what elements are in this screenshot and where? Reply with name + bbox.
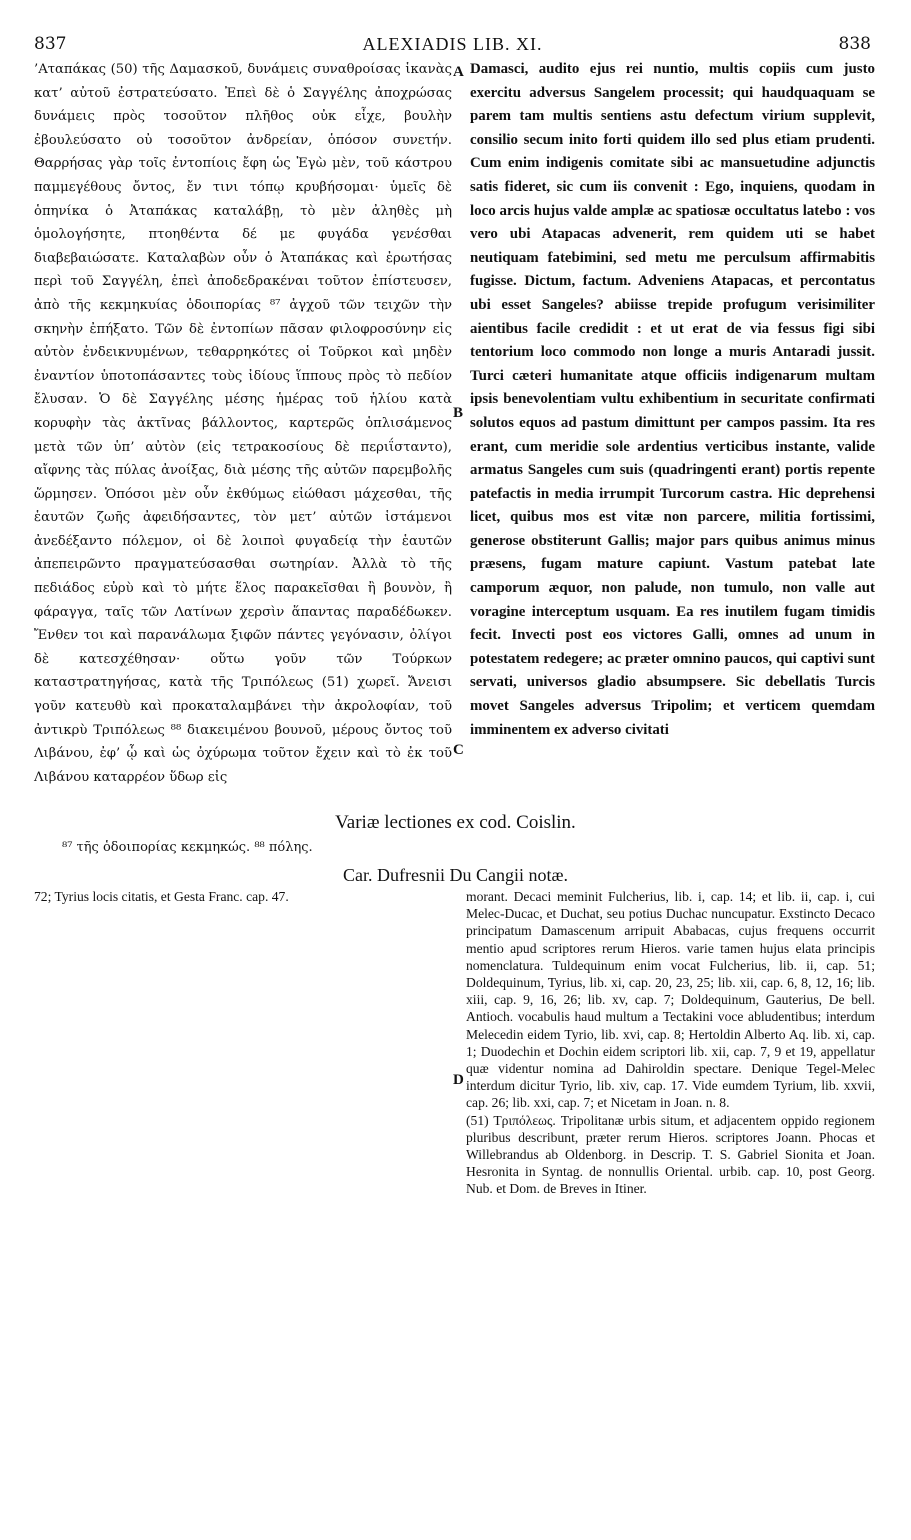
margin-letter-c: C: [453, 742, 464, 758]
notes-right-column: [466, 888, 875, 1198]
page-number-left: 837: [34, 34, 67, 54]
note-paragraph: 72; Tyrius locis citatis, et Gesta Franc. cap. 47.: [34, 889, 289, 904]
running-title: ALEXIADIS LIB. XI.: [362, 34, 543, 54]
note-paragraph: morant. Decaci meminit Fulcherius, lib. i, cap. 14; et lib. ii, cap. i, cui Melec-Ducac, et Duchat, seu potius Duchac nuncupatur. Exstincto Decaco principatum Damascenum arripuit Ababacas, cujus frequens occurrit mentio apud scriptores rerum Hieros. varie tamen hujus elata principis nomenclatura. Tuldequinum enim vocat Fulcherius, lib. ii, cap. 51; Doldequinum, Tyrius, lib. xi, cap. 20, 23, 25; lib. xii, cap. 6, 8, 12, 16; lib. xiii, cap. 9, 16, 26; lib. xv, cap. 7; Doldequinum, Gauterius, De bell. Antioch. vocabulis haud multum a Tectakini voce abludentibus; interdum Melecedin eidem Tyrio, lib. xvi, cap. 8; Hertoldin Alberto Aq. lib. xi, cap. 1; Duodechin et Dochin eidem scriptori lib. xii, cap. 7, 9 et 19, appellatur quæ videntur nomina ad Dahiroldin spectare. Denique Tegel-Melec interdum dicitur Tyrio, lib. xiv, cap. 17. Vide eumdem Tyrium, lib. xxvii, cap. 26; lib. xxi, cap. 7; et Nicetam in Joan. n. 8.: [466, 889, 875, 1111]
latin-column: Damasci, audito ejus rei nuntio, multis copiis cum justo exercitu adversus Sangelem processit; qui haudquaquam se parem tam multis sentiens astu defectum virium supplevit, consilio secum inito forti quidem illo sed plus etiam prudenti. Cum enim indigenis comitate sibi ac mansuetudine adjunctis satis fideret, sic cum iis convenit : Ego, inquiens, quodam in loco arcis hujus valde amplæ ac spatiosæ occultatus latebo : vos vero ubi Atapacas advenerit, rem quidem uti se habet neutiquam fatebimini, sed metu me perculsum affirmabitis fugisse. Dictum, factum. Adveniens Atapacas, et percontatus ubi esset Sangeles? abiisse trepide profugum verisimiliter aientibus facile credidit : et ut erat de via fessus figi sibi tentorium loco commodo non longe a muris Antaradi jussit. Turci cæteri humanitate atque officiis indigenarum multam ipsis benevolentiam vultu exhibentium in securitate confirmati solutos equos ad pastum dimittunt per campos passim. Ita res erant, cum meridie sole ardentius verticibus instante, valide armatus Sangeles cum suis (quadringenti erant) portis repente patefactis in media irrumpit Turcorum castra. Hic deprehensi licet, quibus mos est vitæ non parcere, militia fortissimi, generose obstiterunt Gallis; major pars quibus animus minus præsens, fugam mature capiunt. Vastum patebat late camporum æquor, non palude, non tumulo, non valle aut voragine interceptum usquam. Ea res inutilem fugam timidis fecit. Invecti post eos victores Galli, omnes ad unum in potestatem redegere; ac præter omnino paucos, qui captivi sunt servati, universos gladio absumpsere. Sic debellatis Turcis movet Sangeles adversus Tripolim; et verticem quemdam imminentem ex adverso civitati: [470, 61, 875, 738]
variae-lectiones-note: ⁸⁷ τῆς ὁδοιπορίας κεκμηκώς. ⁸⁸ πόλης.: [62, 840, 313, 855]
note-paragraph: (51) Τριπόλεως. Tripolitanæ urbis situm, et adjacentem oppido regionem pluribus describunt, præter rerum Hieros. scriptores Joann. Phocas et Willebrandus ab Oldenborg. in Descrip. T. S. Gabriel Sionita et Joan. Hesronita in Syntag. de nonnullis Oriental. urbib. cap. 10, post Georg. Nub. et Dom. de Breves in Itiner.: [466, 1112, 875, 1197]
margin-letter-d: D: [453, 1072, 464, 1088]
variae-lectiones-heading: Variæ lectiones ex cod. Coislin.: [335, 812, 576, 833]
margin-letter-a: A: [453, 64, 464, 80]
greek-column: ’Αταπάκας (50) τῆς Δαμασκοῦ, δυνάμεις συναθροίσας ἱκανὰς κατ’ αὐτοῦ ἐστρατεύσατο. Ἐπεὶ δὲ ὁ Σαγγέλης ἀποχρώσας δυνάμεις πρὸς τοσοῦτον πλῆθος οὐκ εἶχε, βουλὴν ἐβουλεύσατο οὐ τοσοῦτον ἀνδρείαν, ὁπόσον συνετήν. Θαρρήσας γὰρ τοῖς ἐντοπίοις ἔφη ὡς Ἐγὼ μὲν, τοῦ κάστρου παμμεγέθους ὄντος, ἔν τινι τόπῳ κρυβήσομαι· ὑμεῖς δὲ ὁπηνίκα ὁ Ἀταπάκας καταλάβῃ, τὸ μὲν ἀληθὲς μὴ ὁμολογήσητε, πτοηθέντα δέ με φυγάδα γενέσθαι διαβεβαιώσατε. Καταλαβὼν οὖν ὁ Ἀταπάκας καὶ ἐρωτήσας περὶ τοῦ Σαγγέλη, ἐπεὶ ἀποδεδρακέναι τοῦτον ἐπίστευσεν, ἀπὸ τῆς κεκμηκυίας ὁδοιπορίας ⁸⁷ ἀγχοῦ τῶν τειχῶν τὴν σκηνὴν ἐπήξατο. Τῶν δὲ ἐντοπίων πᾶσαν φιλοφροσύνην εἰς αὐτὸν ἐνδεικνυμένων, τεθαρρηκότες οἱ Τοῦρκοι καὶ μηδὲν ἐναντίον ὑποτοπάσαντες τοὺς ἰδίους ἵππους πρὸς τὸ πεδίον ἔλυσαν. Ὁ δὲ Σαγγέλης μέσης ἡμέρας τοῦ ἡλίου κατὰ κορυφὴν τὰς ἀκτῖνας βάλλοντος, καρτερῶς ὁπλισάμενος μετὰ τῶν ὑπ’ αὐτὸν (εἰς τετρακοσίους δὲ περιΐσταντο), αἴφνης τὰς πύλας ἀνοίξας, διὰ μέσης τῆς αὐτῶν παρεμβολῆς ὥρμησεν. Ὁπόσοι μὲν οὖν ἐκθύμως εἰώθασι μάχεσθαι, τῆς ἑαυτῶν ζωῆς ἀφειδήσαντες, τὸν μετ’ αὐτῶν ἱστάμενοι ἀνεδέξαντο πόλεμον, οἱ δὲ λοιποὶ φυγαδείᾳ τὴν ἑαυτῶν ἀπεπειρῶντο πραγματεύσασθαι σωτηρίαν. Ἀλλὰ τὸ τῆς πεδιάδος εὐρὺ καὶ τὸ μήτε ἕλος παρακεῖσθαι ἢ βουνὸν, ἢ φάραγγα, ταῖς τῶν Λατίνων χερσὶν ἅπαντας παραδέδωκεν. Ἔνθεν τοι καὶ παρανάλωμα ξιφῶν πάντες γεγόνασιν, ὀλίγοι δὲ κατεσχέθησαν· οὕτω γοῦν τῶν Τούρκων καταστρατηγήσας, κατὰ τῆς Τριπόλεως (51) χωρεῖ. Ἄνεισι γοῦν κατευθὺ καὶ προκαταλαμβάνει τὴν ἀκρολοφίαν, τοῦ ἀντικρὺ Τριπόλεως ⁸⁸ διακειμένου βουνοῦ, μέρους ὄντος τοῦ Λιβάνου, ἐφ’ ᾧ καὶ ὡς ὀχύρωμα τοῦτον ἔχειν καὶ τὸ ἐκ τοῦ Λιβάνου καταρρέον ὕδωρ εἰς: [34, 62, 452, 785]
page-number-right: 838: [838, 34, 871, 54]
notae-heading: Car. Dufresnii Du Cangii notæ.: [343, 865, 568, 885]
notes-left-column: [34, 888, 452, 905]
running-header: [34, 34, 871, 58]
margin-letter-b: B: [453, 405, 464, 421]
